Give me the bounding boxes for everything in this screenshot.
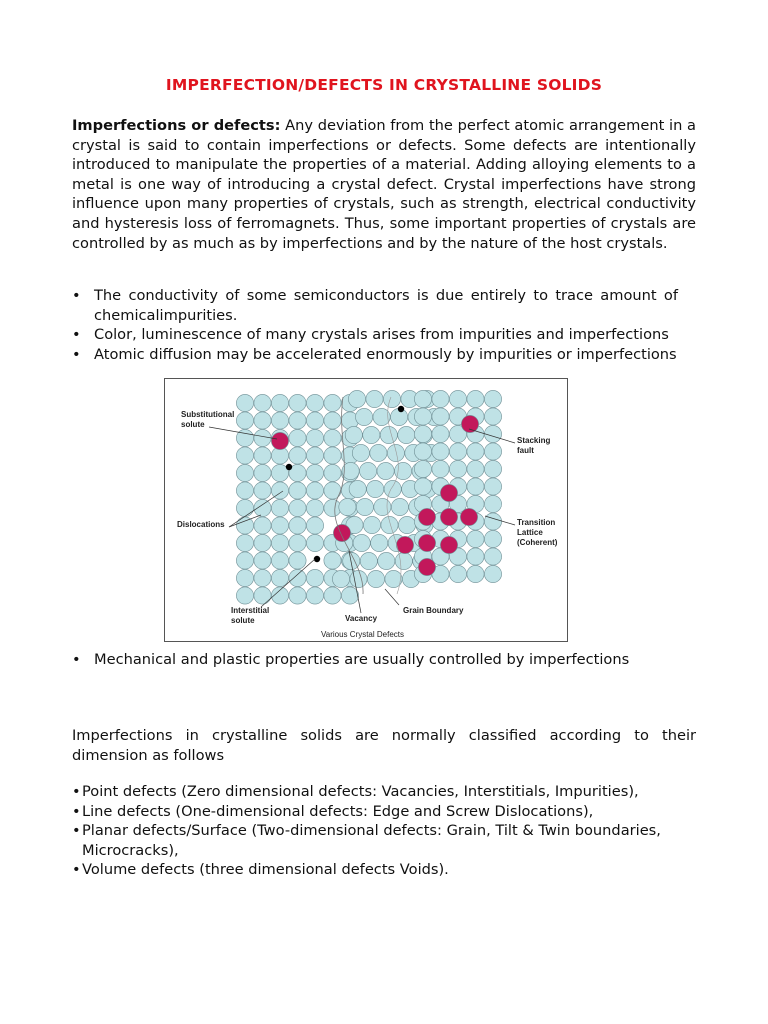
label-interstitial: Interstitial (231, 606, 270, 615)
lattice-atom (324, 552, 341, 569)
label-substitutional: Substitutional (181, 410, 235, 419)
solute-atom (396, 536, 413, 553)
lattice-atom (467, 565, 484, 582)
lattice-atom (236, 499, 253, 516)
lattice-atom (236, 482, 253, 499)
lattice-atom (345, 426, 362, 443)
lattice-atom (271, 534, 288, 551)
lattice-atom (236, 447, 253, 464)
lattice-atom (289, 412, 306, 429)
label-dislocations: Dislocations (177, 520, 225, 529)
lattice-atom (370, 444, 387, 461)
lattice-atom (306, 447, 323, 464)
list-item: • Point defects (Zero dimensional defects: Vacancies, Interstitials, Impurities), (72, 783, 639, 800)
list-item: • Color, luminescence of many crystals arises from impurities and imperfections (72, 326, 669, 344)
lattice-atom (414, 460, 431, 477)
lattice-atom (306, 429, 323, 446)
lattice-atom (414, 408, 431, 425)
lattice-atom (352, 444, 369, 461)
label-transition-3: (Coherent) (517, 538, 558, 547)
bullet-dot: • (72, 822, 81, 840)
lattice-atom (254, 499, 271, 516)
lattice-atom (271, 569, 288, 586)
label-grain-boundary: Grain Boundary (403, 606, 464, 615)
lattice-atom (289, 447, 306, 464)
lattice-atom (467, 443, 484, 460)
lattice-atom (271, 482, 288, 499)
property-bullet-list (72, 286, 696, 364)
lattice-atom (356, 498, 373, 515)
lattice-atom (341, 587, 358, 604)
list-item: • Line defects (One-dimensional defects: Edge and Screw Dislocations), (72, 802, 594, 820)
lattice-atom (254, 429, 271, 446)
lattice-atom (449, 460, 466, 477)
list-item: • Volume defects (three dimensional defects Voids). (72, 861, 449, 879)
list-item: • The conductivity of some semiconductors is due entirely to trace amount of chemicalimpurities. (72, 287, 678, 324)
lattice-atom (395, 552, 412, 569)
list-item: • Atomic diffusion may be accelerated enormously by impurities or imperfections (72, 345, 677, 363)
lattice-atom (467, 548, 484, 565)
lattice-atom (363, 426, 380, 443)
solute-atom (418, 558, 435, 575)
lattice-atom (484, 408, 501, 425)
lattice-atom (484, 530, 501, 547)
label-stacking: Stacking (517, 436, 551, 445)
lattice-atom (432, 408, 449, 425)
solute-atom (418, 508, 435, 525)
solute-atom (418, 534, 435, 551)
lattice-atom (484, 513, 501, 530)
lattice-atom (380, 426, 397, 443)
lattice-atom (377, 462, 394, 479)
lattice-atom (324, 429, 341, 446)
lattice-atom (289, 534, 306, 551)
label-interstitial-2: solute (231, 616, 255, 625)
lattice-atom (348, 390, 365, 407)
lattice-atom (236, 412, 253, 429)
lattice-atom (236, 569, 253, 586)
lattice-atom (432, 425, 449, 442)
lattice-atom (414, 425, 431, 442)
lattice-atom (414, 390, 431, 407)
lattice-atom (484, 495, 501, 512)
lattice-atom (356, 408, 373, 425)
solute-atom (460, 508, 477, 525)
lattice-atom (271, 412, 288, 429)
lattice-atom (484, 548, 501, 565)
lattice-atom (339, 498, 356, 515)
lattice-atom (387, 444, 404, 461)
label-substitutional-2: solute (181, 420, 205, 429)
solute-atom (333, 524, 350, 541)
lattice-atom (363, 516, 380, 533)
lattice-atom (289, 517, 306, 534)
lattice-atom (384, 480, 401, 497)
lattice-atom (306, 517, 323, 534)
lattice-atom (360, 462, 377, 479)
lattice-atom (271, 394, 288, 411)
lattice-atom (414, 478, 431, 495)
lattice-atom (484, 460, 501, 477)
lattice-atom (332, 570, 349, 587)
lattice-atom (467, 478, 484, 495)
lattice-atom (289, 482, 306, 499)
lattice-atom (484, 565, 501, 582)
lattice-atom (432, 443, 449, 460)
label-transition-2: Lattice (517, 528, 543, 537)
lattice-atom (236, 394, 253, 411)
lattice-atom (349, 480, 366, 497)
lattice-atom (414, 443, 431, 460)
lattice-atom (398, 516, 415, 533)
lattice-atom (289, 569, 306, 586)
lattice-atom (467, 530, 484, 547)
lattice-atom (306, 464, 323, 481)
lattice-atom (254, 569, 271, 586)
lattice-atom (236, 552, 253, 569)
bullet-dot: • (72, 802, 81, 820)
solute-atom (271, 432, 288, 449)
lattice-atom (254, 534, 271, 551)
lattice-atom (467, 460, 484, 477)
intro-paragraph (72, 116, 696, 253)
lattice-atom (324, 499, 341, 516)
intro-lead: Imperfections or defects: (72, 117, 281, 134)
lattice-atom (324, 587, 341, 604)
lattice-atom (383, 390, 400, 407)
lattice-atom (236, 534, 253, 551)
lattice-atom (254, 464, 271, 481)
lattice-atom (324, 394, 341, 411)
classification-list (72, 782, 698, 880)
label-stacking-2: fault (517, 446, 534, 455)
list-item: • Mechanical and plastic properties are usually controlled by imperfections (72, 651, 630, 668)
lattice-atom (289, 552, 306, 569)
lattice-atom (432, 460, 449, 477)
solute-atom (461, 415, 478, 432)
lattice-atom (306, 394, 323, 411)
lattice-atom (271, 517, 288, 534)
lattice-atom (378, 552, 395, 569)
lattice-atom (366, 390, 383, 407)
lattice-atom (236, 587, 253, 604)
bullet-dot: • (72, 287, 81, 304)
lattice-atom (306, 534, 323, 551)
crystal-defects-figure (164, 378, 568, 642)
lattice-atom (254, 412, 271, 429)
lattice-atom (254, 447, 271, 464)
list-item: • Planar defects/Surface (Two-dimensional defects: Grain, Tilt & Twin boundaries, Microcracks), (72, 822, 661, 859)
crystal-defects-diagram (165, 379, 567, 641)
lattice-atom (367, 480, 384, 497)
lattice-atom (271, 552, 288, 569)
solute-atom (440, 484, 457, 501)
interstitial-atom (398, 406, 404, 412)
lattice-atom (484, 478, 501, 495)
bullet-dot: • (72, 783, 81, 800)
lattice-atom (350, 570, 367, 587)
intro-text: Any deviation from the perfect atomic arrangement in a crystal is said to contain imperfections or defects. Some defects are intentionally introduced to manipulate the properties of a material. Adding alloying elements to a metal is one way of introducing a crystal defect. Crystal imperfections have strong influence upon many properties of crystals, such as strength, electrical conductivity and hysteresis loss of ferromagnets. Thus, some important properties of crystals are controlled by as much as by imperfections and by the nature of the host crystals. (72, 117, 696, 252)
bullet-dot: • (72, 861, 81, 879)
lattice-atom (381, 516, 398, 533)
lattice-atom (371, 534, 388, 551)
lattice-atom (236, 517, 253, 534)
bullet-dot: • (72, 651, 81, 668)
lattice-atom (449, 565, 466, 582)
figure-caption: Various Crystal Defects (321, 630, 404, 639)
bullet-dot: • (72, 326, 81, 344)
interstitial-atom (286, 464, 292, 470)
label-vacancy: Vacancy (345, 614, 378, 623)
lattice-atom (254, 517, 271, 534)
lattice-atom (254, 587, 271, 604)
lattice-atom (324, 447, 341, 464)
lattice-atom (289, 587, 306, 604)
lattice-atom (289, 499, 306, 516)
lattice-atom (271, 499, 288, 516)
lattice-atom (360, 552, 377, 569)
lattice-atom (289, 394, 306, 411)
lattice-atom (254, 552, 271, 569)
solute-atom (440, 508, 457, 525)
page-title: IMPERFECTION/DEFECTS IN CRYSTALLINE SOLIDS (165, 76, 603, 94)
lattice-atom (353, 534, 370, 551)
lattice-atom (306, 499, 323, 516)
classification-intro: Imperfections in crystalline solids are normally classified according to their dimension as follows (72, 727, 696, 764)
lattice-atom (324, 412, 341, 429)
solute-atom (440, 536, 457, 553)
lattice-atom (484, 443, 501, 460)
lattice-atom (367, 570, 384, 587)
lattice-atom (467, 390, 484, 407)
mechanical-bullet-list (72, 650, 696, 670)
lattice-atom (306, 569, 323, 586)
lattice-atom (484, 390, 501, 407)
lattice-atom (306, 587, 323, 604)
lattice-atom (289, 429, 306, 446)
lattice-atom (374, 498, 391, 515)
lattice-atom (449, 443, 466, 460)
lattice-atom (236, 464, 253, 481)
bullet-dot: • (72, 345, 81, 363)
lattice-atom (398, 426, 415, 443)
lattice-atom (254, 394, 271, 411)
lattice-atom (484, 425, 501, 442)
lattice-atom (254, 482, 271, 499)
lattice-atom (324, 464, 341, 481)
lattice-atom (391, 498, 408, 515)
lattice-atom (432, 390, 449, 407)
lattice-atom (306, 482, 323, 499)
lattice-atom (449, 390, 466, 407)
lattice-atom (306, 412, 323, 429)
label-transition: Transition (517, 518, 556, 527)
